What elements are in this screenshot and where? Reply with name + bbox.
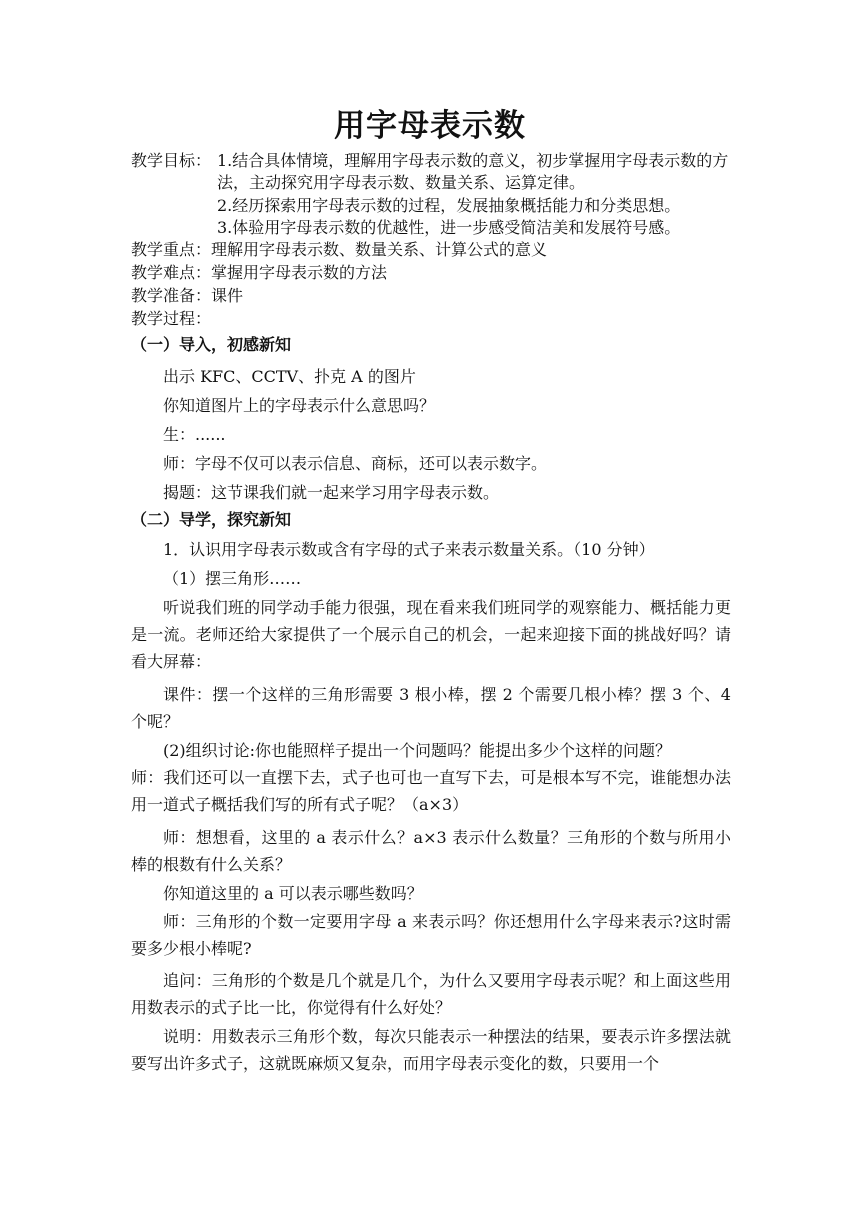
section-2-item: 1．认识用字母表示数或含有字母的式子来表示数量关系。（10 分钟） xyxy=(163,540,655,559)
paragraph: 说明：用数表示三角形个数，每次只能表示一种摆法的结果，要表示许多摆法就要写出许多式子，这就既麻烦又复杂，而用字母表示变化的数，只要用一个 xyxy=(131,1027,731,1073)
document-title: 用字母表示数 xyxy=(334,108,526,144)
difficulty: 教学难点：掌握用字母表示数的方法 xyxy=(131,263,388,282)
paragraph: 课件：摆一个这样的三角形需要 3 根小棒，摆 2 个需要几根小棒？摆 3 个、4 个呢？ xyxy=(131,685,731,731)
paragraph: 你知道这里的 a 可以表示哪些数吗？ xyxy=(163,884,423,903)
key-point: 教学重点：理解用字母表示数、数量关系、计算公式的意义 xyxy=(131,240,548,259)
section-1-line: 出示 KFC、CCTV、扑克 A 的图片 xyxy=(163,367,416,386)
paragraph: 师：我们还可以一直摆下去，式子也可也一直写下去，可是根本写不完，谁能想办法用一道式子概括我们写的所有式子呢？（a×3） xyxy=(131,768,731,814)
goal-item: 1.结合具体情境，理解用字母表示数的意义，初步掌握用字母表示数的方法，主动探究用字母表示数、数量关系、运算定律。 xyxy=(217,151,729,193)
goals-list xyxy=(217,150,737,239)
section-1-line: 生：...... xyxy=(163,425,226,444)
goal-item: 2.经历探索用字母表示数的过程，发展抽象概括能力和分类思想。 xyxy=(217,195,681,215)
section-1-line: 揭题：这节课我们就一起来学习用字母表示数。 xyxy=(163,483,500,502)
preparation: 教学准备：课件 xyxy=(131,286,244,305)
paragraph: 追问：三角形的个数是几个就是几个，为什么又要用字母表示呢？和上面这些用用数表示的式子比一比，你觉得有什么好处？ xyxy=(131,971,731,1017)
section-1-heading: （一）导入，初感新知 xyxy=(131,335,292,354)
paragraph: (2)组织讨论:你也能照样子提出一个问题吗？能提出多少个这样的问题？ xyxy=(163,741,672,760)
goal-item: 3.体验用字母表示数的优越性，进一步感受简洁美和发展符号感。 xyxy=(217,217,681,237)
paragraph: 听说我们班的同学动手能力很强，现在看来我们班同学的观察能力、概括能力更是一流。老师还给大家提供了一个展示自己的机会，一起来迎接下面的挑战好吗？请看大屏幕： xyxy=(131,598,731,671)
paragraph: 师：想想看，这里的 a 表示什么？a×3 表示什么数量？三角形的个数与所用小棒的根数有什么关系？ xyxy=(131,828,731,874)
section-1-line: 师：字母不仅可以表示信息、商标，还可以表示数字。 xyxy=(163,454,548,473)
paragraph: 师：三角形的个数一定要用字母 a 来表示吗？你还想用什么字母来表示?这时需要多少根小棒呢? xyxy=(131,912,731,958)
process-label: 教学过程： xyxy=(131,309,212,328)
section-2-subitem: （1）摆三角形…… xyxy=(163,569,302,588)
goals-label: 教学目标： xyxy=(131,151,212,170)
section-1-line: 你知道图片上的字母表示什么意思吗？ xyxy=(163,396,436,415)
section-2-heading: （二）导学，探究新知 xyxy=(131,510,292,529)
